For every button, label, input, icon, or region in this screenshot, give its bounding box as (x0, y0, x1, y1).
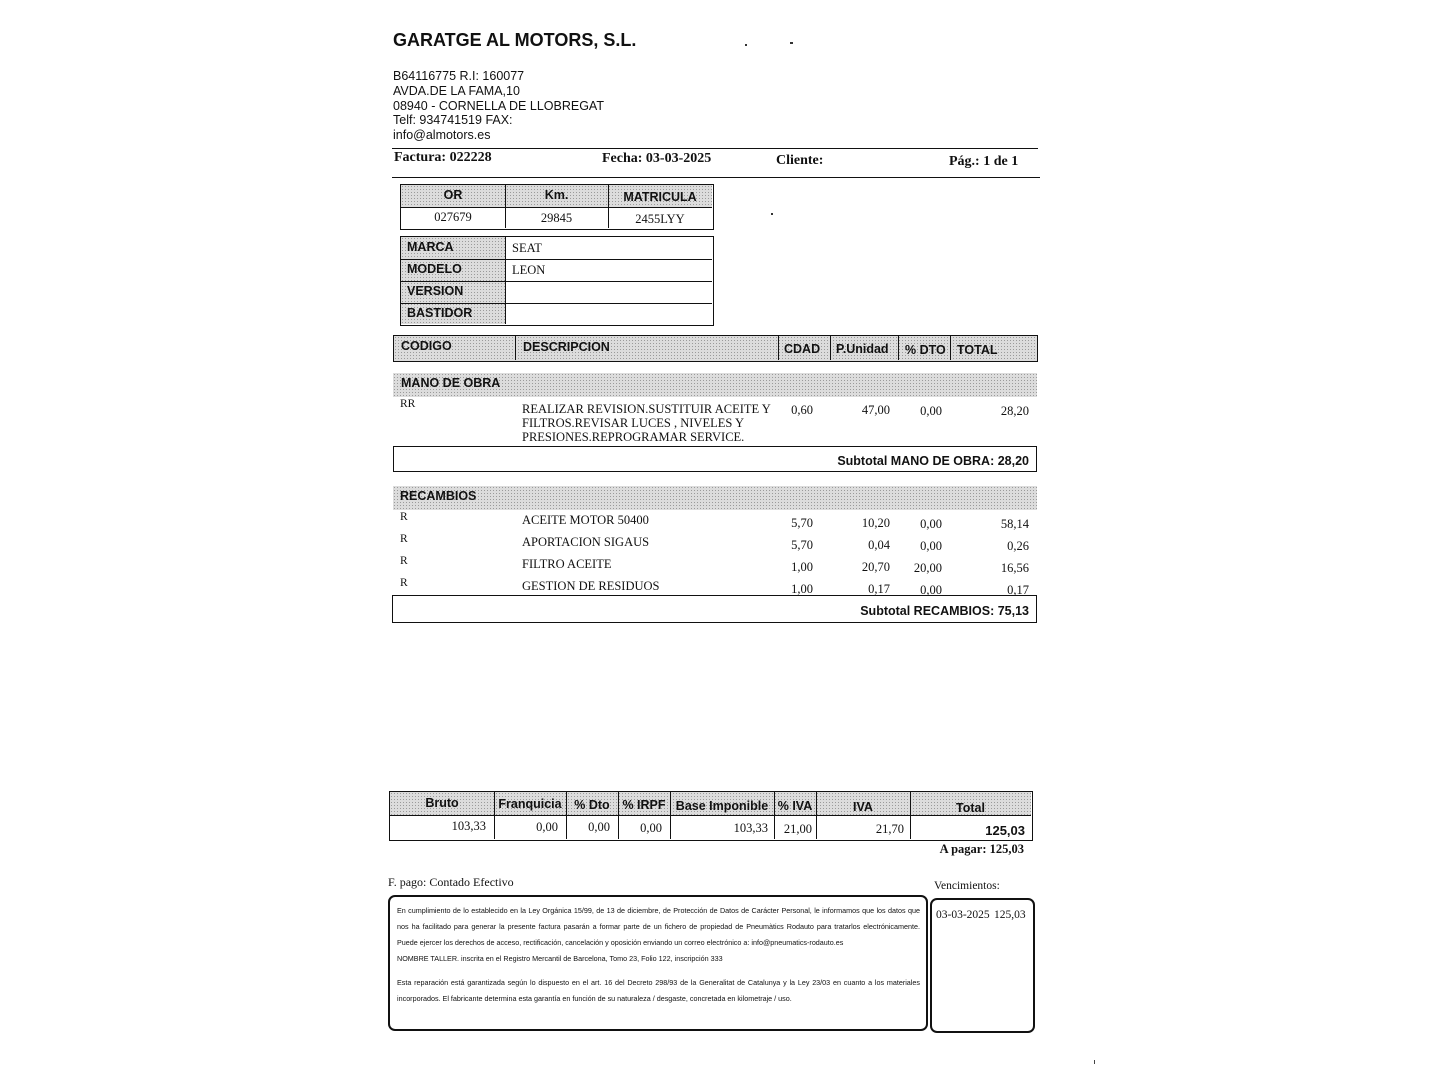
iva-pct-value: 21,00 (783, 822, 812, 836)
parts-subtotal-box (392, 595, 1037, 623)
header-rule-bottom (392, 177, 1040, 178)
labour-desc-line: REALIZAR REVISION.SUSTITUIR ACEITE Y (522, 402, 771, 416)
iva-header: IVA (853, 800, 873, 814)
parts-title-band (393, 486, 1037, 510)
scan-speck (771, 213, 773, 215)
model-value: LEON (512, 263, 546, 277)
part-unit: 0,04 (868, 538, 890, 552)
part-code: R (400, 577, 408, 589)
part-qty: 1,00 (791, 582, 813, 596)
part-code: R (400, 533, 408, 545)
vehicle-details-table (400, 236, 714, 326)
col-total: TOTAL (957, 343, 998, 357)
part-total: 16,56 (1000, 561, 1029, 575)
brand-value: SEAT (512, 241, 542, 255)
labour-qty: 0,60 (791, 403, 813, 417)
labour-desc-line: FILTROS.REVISAR LUCES , NIVELES Y (522, 416, 745, 430)
col-qty: CDAD (784, 342, 821, 356)
bruto-value: 103,33 (451, 819, 486, 833)
col-code: CODIGO (401, 339, 452, 353)
franquicia-value: 0,00 (536, 820, 558, 834)
iva-value: 21,70 (875, 822, 904, 836)
invoice-number: Factura: 022228 (394, 150, 492, 165)
labour-subtotal: Subtotal MANO DE OBRA: 28,20 (837, 454, 1029, 468)
dto-value: 0,00 (588, 820, 610, 834)
col-disc: % DTO (905, 343, 946, 357)
invoice-page: Pág.: 1 de 1 (949, 154, 1019, 169)
labour-unit: 47,00 (861, 403, 890, 417)
parts-title: RECAMBIOS (400, 489, 477, 503)
part-disc: 20,00 (913, 561, 942, 575)
labour-code: RR (400, 398, 416, 410)
part-total: 58,14 (1000, 517, 1029, 531)
vehicle-table (400, 184, 714, 230)
header-rule-top (392, 148, 1038, 149)
part-desc: GESTION DE RESIDUOS (522, 579, 660, 593)
part-qty: 5,70 (791, 516, 813, 530)
franquicia-header: Franquicia (498, 797, 562, 811)
invoice-date: Fecha: 03-03-2025 (602, 151, 712, 166)
part-unit: 20,70 (861, 560, 890, 574)
labour-title: MANO DE OBRA (401, 376, 501, 390)
due-amount: 125,03 (994, 909, 1026, 921)
or-header: OR (443, 188, 463, 202)
part-qty: 1,00 (791, 560, 813, 574)
labour-desc-line: PRESIONES.REPROGRAMAR SERVICE. (522, 430, 745, 444)
km-header: Km. (544, 188, 569, 202)
due-label: Vencimientos: (934, 880, 1000, 892)
version-label: VERSION (407, 284, 464, 298)
legal-warranty: Esta reparación está garantizada según lo dispuesto en el art. 16 del Decreto 298/93 de la Generalitat de Catalunya y la Ley 23/03 en cuanto a los materiales incorporados. El fabricante determina esta garantía en función de su naturaleza / desgaste, concretada en kilometraje / uso. (397, 978, 920, 1003)
invoice-client: Cliente: (776, 153, 824, 168)
total-value: 125,03 (985, 823, 1025, 838)
scan-speck (1094, 1060, 1095, 1064)
part-desc: APORTACION SIGAUS (522, 535, 650, 549)
company-city: 08940 - CORNELLA DE LLOBREGAT (393, 99, 604, 113)
iva-pct-header: % IVA (777, 799, 813, 813)
bruto-header: Bruto (425, 796, 459, 810)
part-desc: ACEITE MOTOR 50400 (522, 513, 649, 527)
lines-header (393, 335, 1038, 362)
part-unit: 0,17 (868, 582, 890, 596)
part-desc: FILTRO ACEITE (522, 557, 612, 571)
part-code: R (400, 511, 408, 523)
col-desc: DESCRIPCION (523, 340, 610, 354)
total-header: Total (956, 801, 985, 815)
due-date: 03-03-2025 (936, 909, 990, 921)
part-qty: 5,70 (791, 538, 813, 552)
scan-speck (745, 44, 747, 46)
plate-value: 2455LYY (635, 212, 685, 226)
amount-to-pay: A pagar: 125,03 (939, 842, 1024, 856)
company-id: B64116775 R.I: 160077 (393, 69, 525, 83)
due-box (930, 898, 1035, 1033)
dto-header: % Dto (574, 798, 610, 812)
payment-method: F. pago: Contado Efectivo (388, 875, 514, 889)
part-total: 0,17 (1007, 583, 1029, 597)
legal-registry: NOMBRE TALLER. inscrita en el Registro Mercantil de Barcelona, Tomo 23, Folio 122, inscripción 333 (397, 954, 723, 963)
labour-desc (522, 402, 771, 444)
company-address: AVDA.DE LA FAMA,10 (393, 84, 520, 98)
base-header: Base Imponible (675, 799, 769, 813)
parts-subtotal: Subtotal RECAMBIOS: 75,13 (860, 604, 1029, 618)
labour-subtotal-box (393, 446, 1037, 472)
company-email: info@almotors.es (393, 128, 491, 142)
chassis-label: BASTIDOR (407, 306, 473, 320)
part-total: 0,26 (1007, 539, 1029, 553)
company-name: GARATGE AL MOTORS, S.L. (393, 30, 637, 50)
labour-total: 28,20 (1000, 404, 1029, 418)
company-phone: Telf: 934741519 FAX: (393, 113, 513, 127)
part-unit: 10,20 (861, 516, 890, 530)
legal-box (388, 895, 928, 1031)
legal-data-protection: En cumplimiento de lo establecido en la Ley Orgánica 15/99, de 13 de diciembre, de Protección de Datos de Carácter Personal, le informamos que los datos que nos ha facilitado para generar la presente factura pasarán a formar parte de un fichero de propiedad de Pneumàtics Rodauto para tratarlos electrónicamente. Puede ejercer los derechos de acceso, rectificación, cancelación y oposición enviando un correo electrónico a: info@pneumatics-rodauto.es (397, 906, 920, 947)
part-disc: 0,00 (920, 517, 942, 531)
or-value: 027679 (434, 210, 472, 224)
scan-speck (790, 42, 793, 44)
irpf-value: 0,00 (640, 821, 662, 835)
part-code: R (400, 555, 408, 567)
irpf-header: % IRPF (622, 798, 666, 812)
part-disc: 0,00 (920, 583, 942, 597)
brand-label: MARCA (407, 240, 454, 254)
totals-table (389, 791, 1033, 841)
model-label: MODELO (407, 262, 462, 276)
col-unit: P.Unidad (836, 342, 889, 356)
plate-header: MATRICULA (623, 190, 697, 204)
km-value: 29845 (540, 211, 573, 225)
labour-disc: 0,00 (920, 404, 942, 418)
labour-title-band (393, 373, 1037, 397)
part-disc: 0,00 (920, 539, 942, 553)
base-value: 103,33 (733, 821, 768, 835)
